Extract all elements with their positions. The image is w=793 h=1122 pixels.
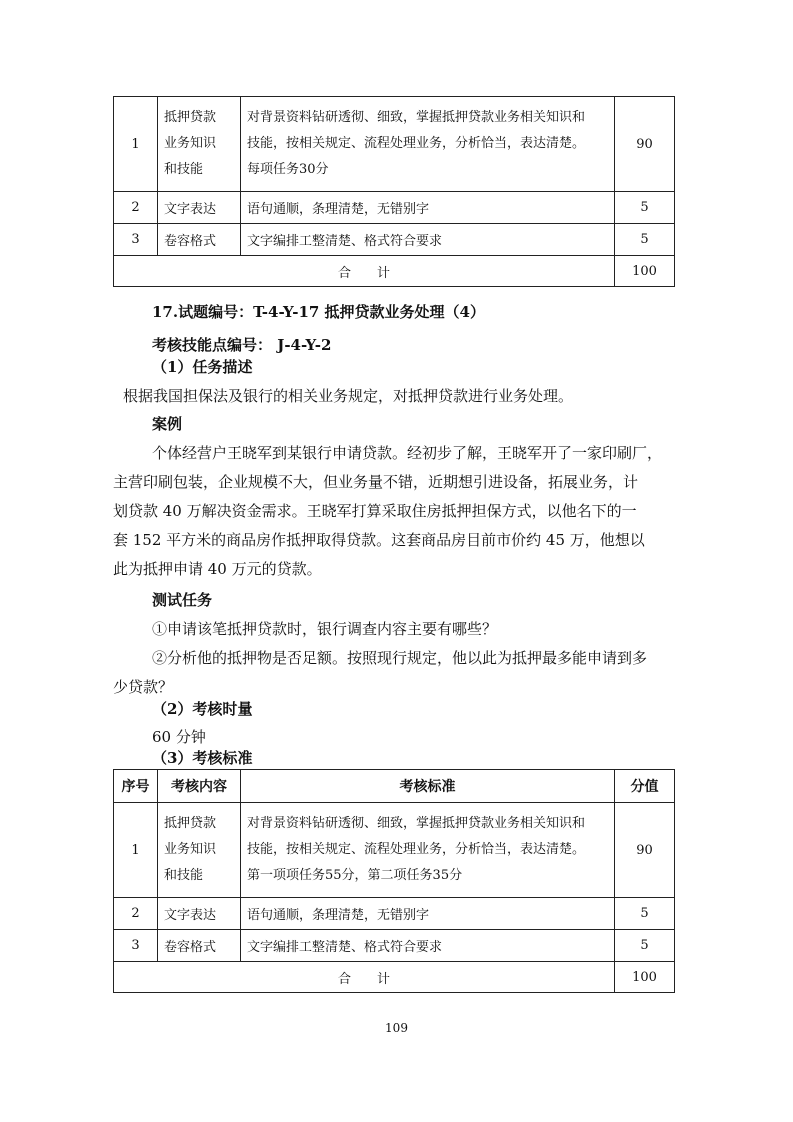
- table-row: [114, 192, 675, 224]
- total-row: [114, 256, 675, 287]
- row-number: 3: [114, 224, 158, 256]
- row-number: 1: [114, 803, 158, 898]
- row-number: 2: [114, 192, 158, 224]
- case-paragraph-line: 划贷款 40 万解决资金需求。王晓军打算采取住房抵押担保方式，以他名下的一: [113, 502, 637, 520]
- header-standard: 考核标准: [241, 770, 615, 803]
- assessment-content: 卷容格式: [158, 930, 241, 962]
- row-number: 2: [114, 898, 158, 930]
- assessment-standard: 文字编排工整清楚、格式符合要求: [241, 930, 615, 962]
- skill-code: 考核技能点编号： J-4-Y-2: [152, 336, 332, 354]
- table-row: [114, 898, 675, 930]
- time-heading: （2）考核时量: [152, 700, 253, 718]
- score-value: 5: [615, 192, 675, 224]
- total-label: 合 计: [114, 962, 615, 993]
- test-task-heading: 测试任务: [152, 591, 213, 609]
- header-content: 考核内容: [158, 770, 241, 803]
- assessment-content: 文字表达: [158, 898, 241, 930]
- assessment-content: 抵押贷款 业务知识 和技能: [158, 97, 241, 192]
- header-score: 分值: [615, 770, 675, 803]
- score-table: [113, 769, 675, 993]
- table-row: [114, 97, 675, 192]
- table-row: [114, 224, 675, 256]
- score-value: 90: [615, 803, 675, 898]
- case-paragraph-line: 主营印刷包装，企业规模不大，但业务量不错，近期想引进设备，拓展业务，计: [113, 473, 639, 491]
- standard-heading: （3）考核标准: [152, 749, 253, 767]
- total-value: 100: [615, 256, 675, 287]
- row-number: 3: [114, 930, 158, 962]
- score-value: 5: [615, 898, 675, 930]
- table-header-row: [114, 770, 675, 803]
- assessment-content: 抵押贷款 业务知识 和技能: [158, 803, 241, 898]
- assessment-standard: 语句通顺，条理清楚，无错别字: [241, 898, 615, 930]
- score-value: 5: [615, 224, 675, 256]
- total-value: 100: [615, 962, 675, 993]
- question-title: 17.试题编号：T-4-Y-17 抵押贷款业务处理（4）: [152, 303, 485, 321]
- case-paragraph-line: 个体经营户王晓军到某银行申请贷款。经初步了解，王晓军开了一家印刷厂，: [152, 444, 663, 462]
- assessment-standard: 对背景资料钻研透彻、细致，掌握抵押贷款业务相关知识和 技能，按相关规定、流程处理业务，分析恰当，表达清楚。 第一项项任务55分，第二项任务35分: [241, 803, 615, 898]
- table-row: [114, 803, 675, 898]
- row-number: 1: [114, 97, 158, 192]
- assessment-standard: 文字编排工整清楚、格式符合要求: [241, 224, 615, 256]
- assessment-content: 卷容格式: [158, 224, 241, 256]
- header-number: 序号: [114, 770, 158, 803]
- case-heading: 案例: [152, 415, 183, 433]
- score-value: 90: [615, 97, 675, 192]
- task-heading: （1）任务描述: [152, 358, 253, 376]
- table-row: [114, 930, 675, 962]
- assessment-standard: 语句通顺，条理清楚，无错别字: [241, 192, 615, 224]
- assessment-standard: 对背景资料钻研透彻、细致，掌握抵押贷款业务相关知识和 技能，按相关规定、流程处理业务，分析恰当，表达清楚。 每项任务30分: [241, 97, 615, 192]
- time-value: 60 分钟: [152, 728, 206, 746]
- page-number: 109: [385, 1021, 408, 1035]
- score-table-previous: [113, 96, 675, 287]
- test-item: 少贷款？: [113, 678, 174, 696]
- total-row: [114, 962, 675, 993]
- case-paragraph-line: 此为抵押申请 40 万元的贷款。: [113, 560, 322, 578]
- score-value: 5: [615, 930, 675, 962]
- total-label: 合 计: [114, 256, 615, 287]
- test-item: ②分析他的抵押物是否足额。按照现行规定，他以此为抵押最多能申请到多: [152, 649, 648, 667]
- assessment-content: 文字表达: [158, 192, 241, 224]
- test-item: ①申请该笔抵押贷款时，银行调查内容主要有哪些？: [152, 620, 498, 638]
- task-description: 根据我国担保法及银行的相关业务规定，对抵押贷款进行业务处理。: [123, 387, 574, 405]
- case-paragraph-line: 套 152 平方米的商品房作抵押取得贷款。这套商品房目前市价约 45 万，他想以: [113, 531, 645, 549]
